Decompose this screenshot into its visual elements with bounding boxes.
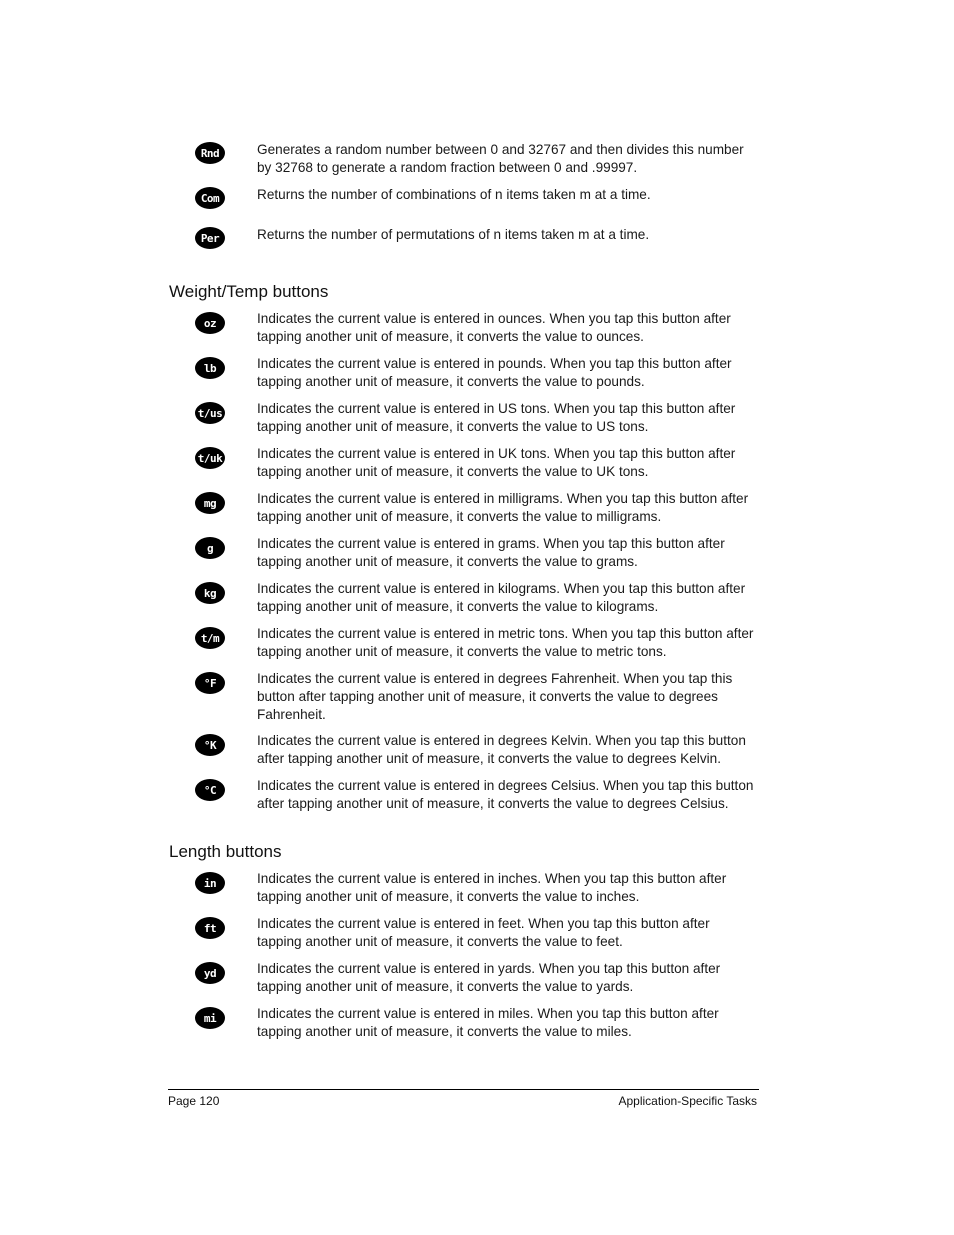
- kelvin-button-icon: °K: [195, 734, 225, 756]
- yd-button-icon: yd: [195, 962, 225, 984]
- kg-button-icon: kg: [195, 582, 225, 604]
- kg-description: Indicates the current value is entered in kilograms. When you tap this button after tapping another unit of measure, it converts the value to kilograms.: [257, 581, 746, 614]
- length-heading: Length buttons: [169, 842, 282, 861]
- lb-button-icon: lb: [195, 357, 225, 379]
- weight-temp-heading: Weight/Temp buttons: [169, 282, 329, 301]
- mg-button-icon: mg: [195, 492, 225, 514]
- mi-description: Indicates the current value is entered in miles. When you tap this button after tapping another unit of measure, it converts the value to miles.: [257, 1006, 719, 1039]
- in-description: Indicates the current value is entered in inches. When you tap this button after tapping another unit of measure, it converts the value to inches.: [257, 871, 727, 904]
- com-button-icon: Com: [195, 187, 225, 209]
- tm-description: Indicates the current value is entered in metric tons. When you tap this button after tapping another unit of measure, it converts the value to metric tons.: [257, 626, 754, 659]
- page-number: Page 120: [168, 1094, 220, 1108]
- rnd-button-icon: Rnd: [195, 142, 225, 164]
- footer-rule: [168, 1089, 759, 1090]
- com-description: Returns the number of combinations of n items taken m at a time.: [257, 187, 651, 202]
- g-button-icon: g: [195, 537, 225, 559]
- ft-description: Indicates the current value is entered in feet. When you tap this button after tapping another unit of measure, it converts the value to feet.: [257, 916, 710, 949]
- section-title: Application-Specific Tasks: [618, 1094, 757, 1108]
- tuk-button-icon: t/uk: [195, 447, 225, 469]
- tm-button-icon: t/m: [195, 627, 225, 649]
- oz-description: Indicates the current value is entered in ounces. When you tap this button after tapping another unit of measure, it converts the value to ounces.: [257, 311, 731, 344]
- celsius-button-icon: °C: [195, 779, 225, 801]
- mg-description: Indicates the current value is entered in milligrams. When you tap this button after tapping another unit of measure, it converts the value to milligrams.: [257, 491, 749, 524]
- mi-button-icon: mi: [195, 1007, 225, 1029]
- lb-description: Indicates the current value is entered in pounds. When you tap this button after tapping another unit of measure, it converts the value to pounds.: [257, 356, 732, 389]
- tus-button-icon: t/us: [195, 402, 225, 424]
- per-button-icon: Per: [195, 227, 225, 249]
- tus-description: Indicates the current value is entered in US tons. When you tap this button after tapping another unit of measure, it converts the value to US tons.: [257, 401, 736, 434]
- oz-button-icon: oz: [195, 312, 225, 334]
- rnd-description: Generates a random number between 0 and 32767 and then divides this number by 32768 to generate a random fraction between 0 and .99997.: [257, 142, 744, 175]
- in-button-icon: in: [195, 872, 225, 894]
- fahrenheit-button-icon: °F: [195, 672, 225, 694]
- tuk-description: Indicates the current value is entered in UK tons. When you tap this button after tapping another unit of measure, it converts the value to UK tons.: [257, 446, 736, 479]
- yd-description: Indicates the current value is entered in yards. When you tap this button after tapping another unit of measure, it converts the value to yards.: [257, 961, 721, 994]
- kelvin-description: Indicates the current value is entered in degrees Kelvin. When you tap this button after tapping another unit of measure, it converts the value to degrees Kelvin.: [257, 733, 746, 766]
- celsius-description: Indicates the current value is entered in degrees Celsius. When you tap this button after tapping another unit of measure, it converts the value to degrees Celsius.: [257, 778, 754, 811]
- g-description: Indicates the current value is entered in grams. When you tap this button after tapping another unit of measure, it converts the value to grams.: [257, 536, 725, 569]
- ft-button-icon: ft: [195, 917, 225, 939]
- fahrenheit-description: Indicates the current value is entered in degrees Fahrenheit. When you tap this button after tapping another unit of measure, it converts the value to degrees Fahrenheit.: [257, 671, 733, 722]
- per-description: Returns the number of permutations of n items taken m at a time.: [257, 227, 650, 242]
